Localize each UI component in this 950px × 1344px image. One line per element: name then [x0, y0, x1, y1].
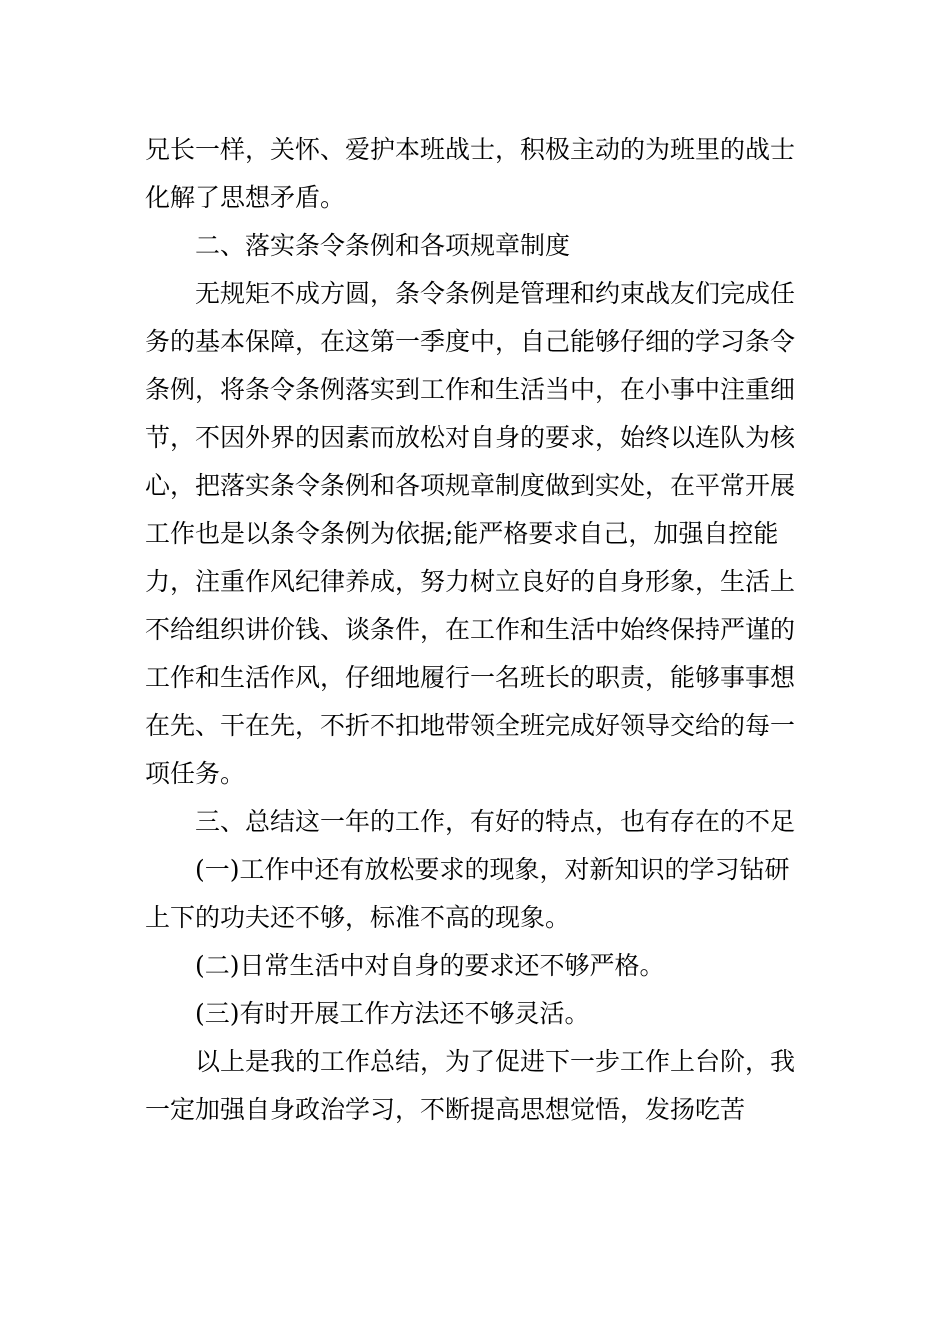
paragraph-continuation: 兄长一样，关怀、爱护本班战士，积极主动的为班里的战士化解了思想矛盾。	[145, 135, 796, 212]
section-heading-3: 三、总结这一年的工作，有好的特点，也有存在的不足	[195, 807, 796, 836]
paragraph-conclusion: 以上是我的工作总结，为了促进下一步工作上台阶，我一定加强自身政治学习，不断提高思想觉悟，发扬吃苦	[145, 1047, 796, 1124]
section-heading-2: 二、落实条令条例和各项规章制度	[195, 231, 571, 260]
body-text	[145, 126, 810, 1134]
shortcoming-item-1: (一)工作中还有放松要求的现象，对新知识的学习钻研上下的功夫还不够，标准不高的现象。	[145, 855, 790, 932]
paragraph-regulations: 无规矩不成方圆，条令条例是管理和约束战友们完成任务的基本保障，在这第一季度中，自己能够仔细的学习条令条例，将条令条例落实到工作和生活当中，在小事中注重细节，不因外界的因素而放松对自身的要求，始终以连队为核心，把落实条令条例和各项规章制度做到实处，在平常开展工作也是以条令条例为依据;能严格要求自己，加强自控能力，注重作风纪律养成，努力树立良好的自身形象，生活上不给组织讲价钱、谈条件，在工作和生活中始终保持严谨的工作和生活作风，仔细地履行一名班长的职责，能够事事想在先、干在先，不折不扣地带领全班完成好领导交给的每一项任务。	[145, 279, 796, 788]
shortcoming-item-3: (三)有时开展工作方法还不够灵活。	[195, 999, 590, 1028]
shortcoming-item-2: (二)日常生活中对自身的要求还不够严格。	[195, 951, 665, 980]
